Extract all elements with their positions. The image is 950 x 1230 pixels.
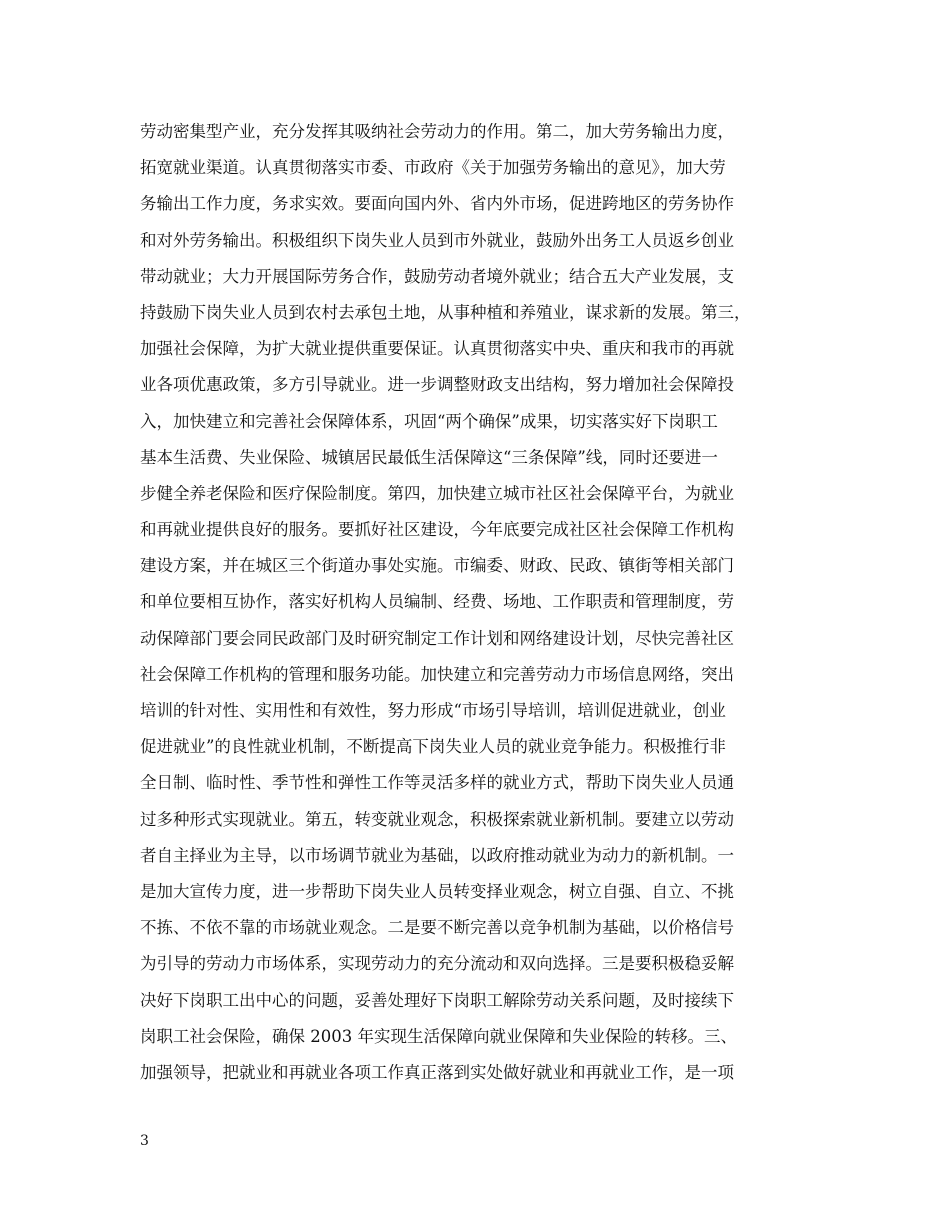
text-line: 社会保障工作机构的管理和服务功能。加快建立和完善劳动力市场信息网络，突出	[140, 664, 734, 684]
text-line: 培训的针对性、实用性和有效性，努力形成“市场引导培训，培训促进就业，创业	[140, 701, 726, 720]
text-line: 为引导的劳动力市场体系，实现劳动力的充分流动和双向选择。三是要积极稳妥解	[140, 954, 734, 974]
text-line: 是加大宣传力度，进一步帮助下岗失业人员转变择业观念，树立自强、自立、不挑	[140, 881, 734, 901]
text-line: 岗职工社会保险，确保 2003 年实现生活保障向就业保障和失业保险的转移。三、	[140, 1026, 737, 1046]
text-line: 务输出工作力度，务求实效。要面向国内外、省内外市场，促进跨地区的劳务协作	[140, 194, 734, 214]
text-line: 者自主择业为主导，以市场调节就业为基础，以政府推动就业为动力的新机制。一	[140, 845, 734, 865]
page-number: 3	[140, 1133, 149, 1149]
text-line: 过多种形式实现就业。第五，转变就业观念，积极探索就业新机制。要建立以劳动	[140, 809, 734, 829]
text-line: 业各项优惠政策，多方引导就业。进一步调整财政支出结构，努力增加社会保障投	[140, 375, 734, 395]
text-line: 和单位要相互协作，落实好机构人员编制、经费、场地、工作职责和管理制度，劳	[140, 592, 734, 612]
text-line: 拓宽就业渠道。认真贯彻落实市委、市政府《关于加强劳务输出的意见》，加大劳	[140, 158, 726, 178]
body-text	[140, 114, 840, 1091]
text-line: 建设方案，并在城区三个街道办事处实施。市编委、财政、民政、镇街等相关部门	[140, 556, 734, 576]
text-line: 动保障部门要会同民政部门及时研究制定工作计划和网络建设计划，尽快完善社区	[140, 628, 734, 648]
text-line: 加强社会保障，为扩大就业提供重要保证。认真贯彻落实中央、重庆和我市的再就	[140, 339, 734, 359]
text-line: 基本生活费、失业保险、城镇居民最低生活保障这“三条保障”线，同时还要进一	[140, 447, 718, 467]
text-line: 全日制、临时性、季节性和弹性工作等灵活多样的就业方式，帮助下岗失业人员通	[140, 773, 734, 793]
text-line: 持鼓励下岗失业人员到农村去承包土地，从事种植和养殖业，谋求新的发展。第三，	[140, 302, 751, 322]
text-line: 带动就业；大力开展国际劳务合作，鼓励劳动者境外就业；结合五大产业发展，支	[140, 266, 734, 286]
text-line: 加强领导，把就业和再就业各项工作真正落到实处做好就业和再就业工作，是一项	[140, 1062, 734, 1082]
text-line: 和对外劳务输出。积极组织下岗失业人员到市外就业，鼓励外出务工人员返乡创业	[140, 230, 734, 250]
text-line: 决好下岗职工出中心的问题，妥善处理好下岗职工解除劳动关系问题，及时接续下	[140, 990, 734, 1010]
text-line: 步健全养老保险和医疗保险制度。第四，加快建立城市社区社会保障平台，为就业	[140, 483, 734, 503]
text-line: 促进就业”的良性就业机制，不断提高下岗失业人员的就业竞争能力。积极推行非	[140, 737, 726, 757]
text-line: 不拣、不依不靠的市场就业观念。二是要不断完善以竞争机制为基础，以价格信号	[140, 918, 734, 938]
text-line: 劳动密集型产业，充分发挥其吸纳社会劳动力的作用。第二，加大劳务输出力度，	[140, 122, 734, 141]
text-line: 入，加快建立和完善社会保障体系，巩固“两个确保”成果，切实落实好下岗职工	[140, 411, 718, 431]
text-line: 和再就业提供良好的服务。要抓好社区建设，今年底要完成社区社会保障工作机构	[140, 520, 734, 540]
